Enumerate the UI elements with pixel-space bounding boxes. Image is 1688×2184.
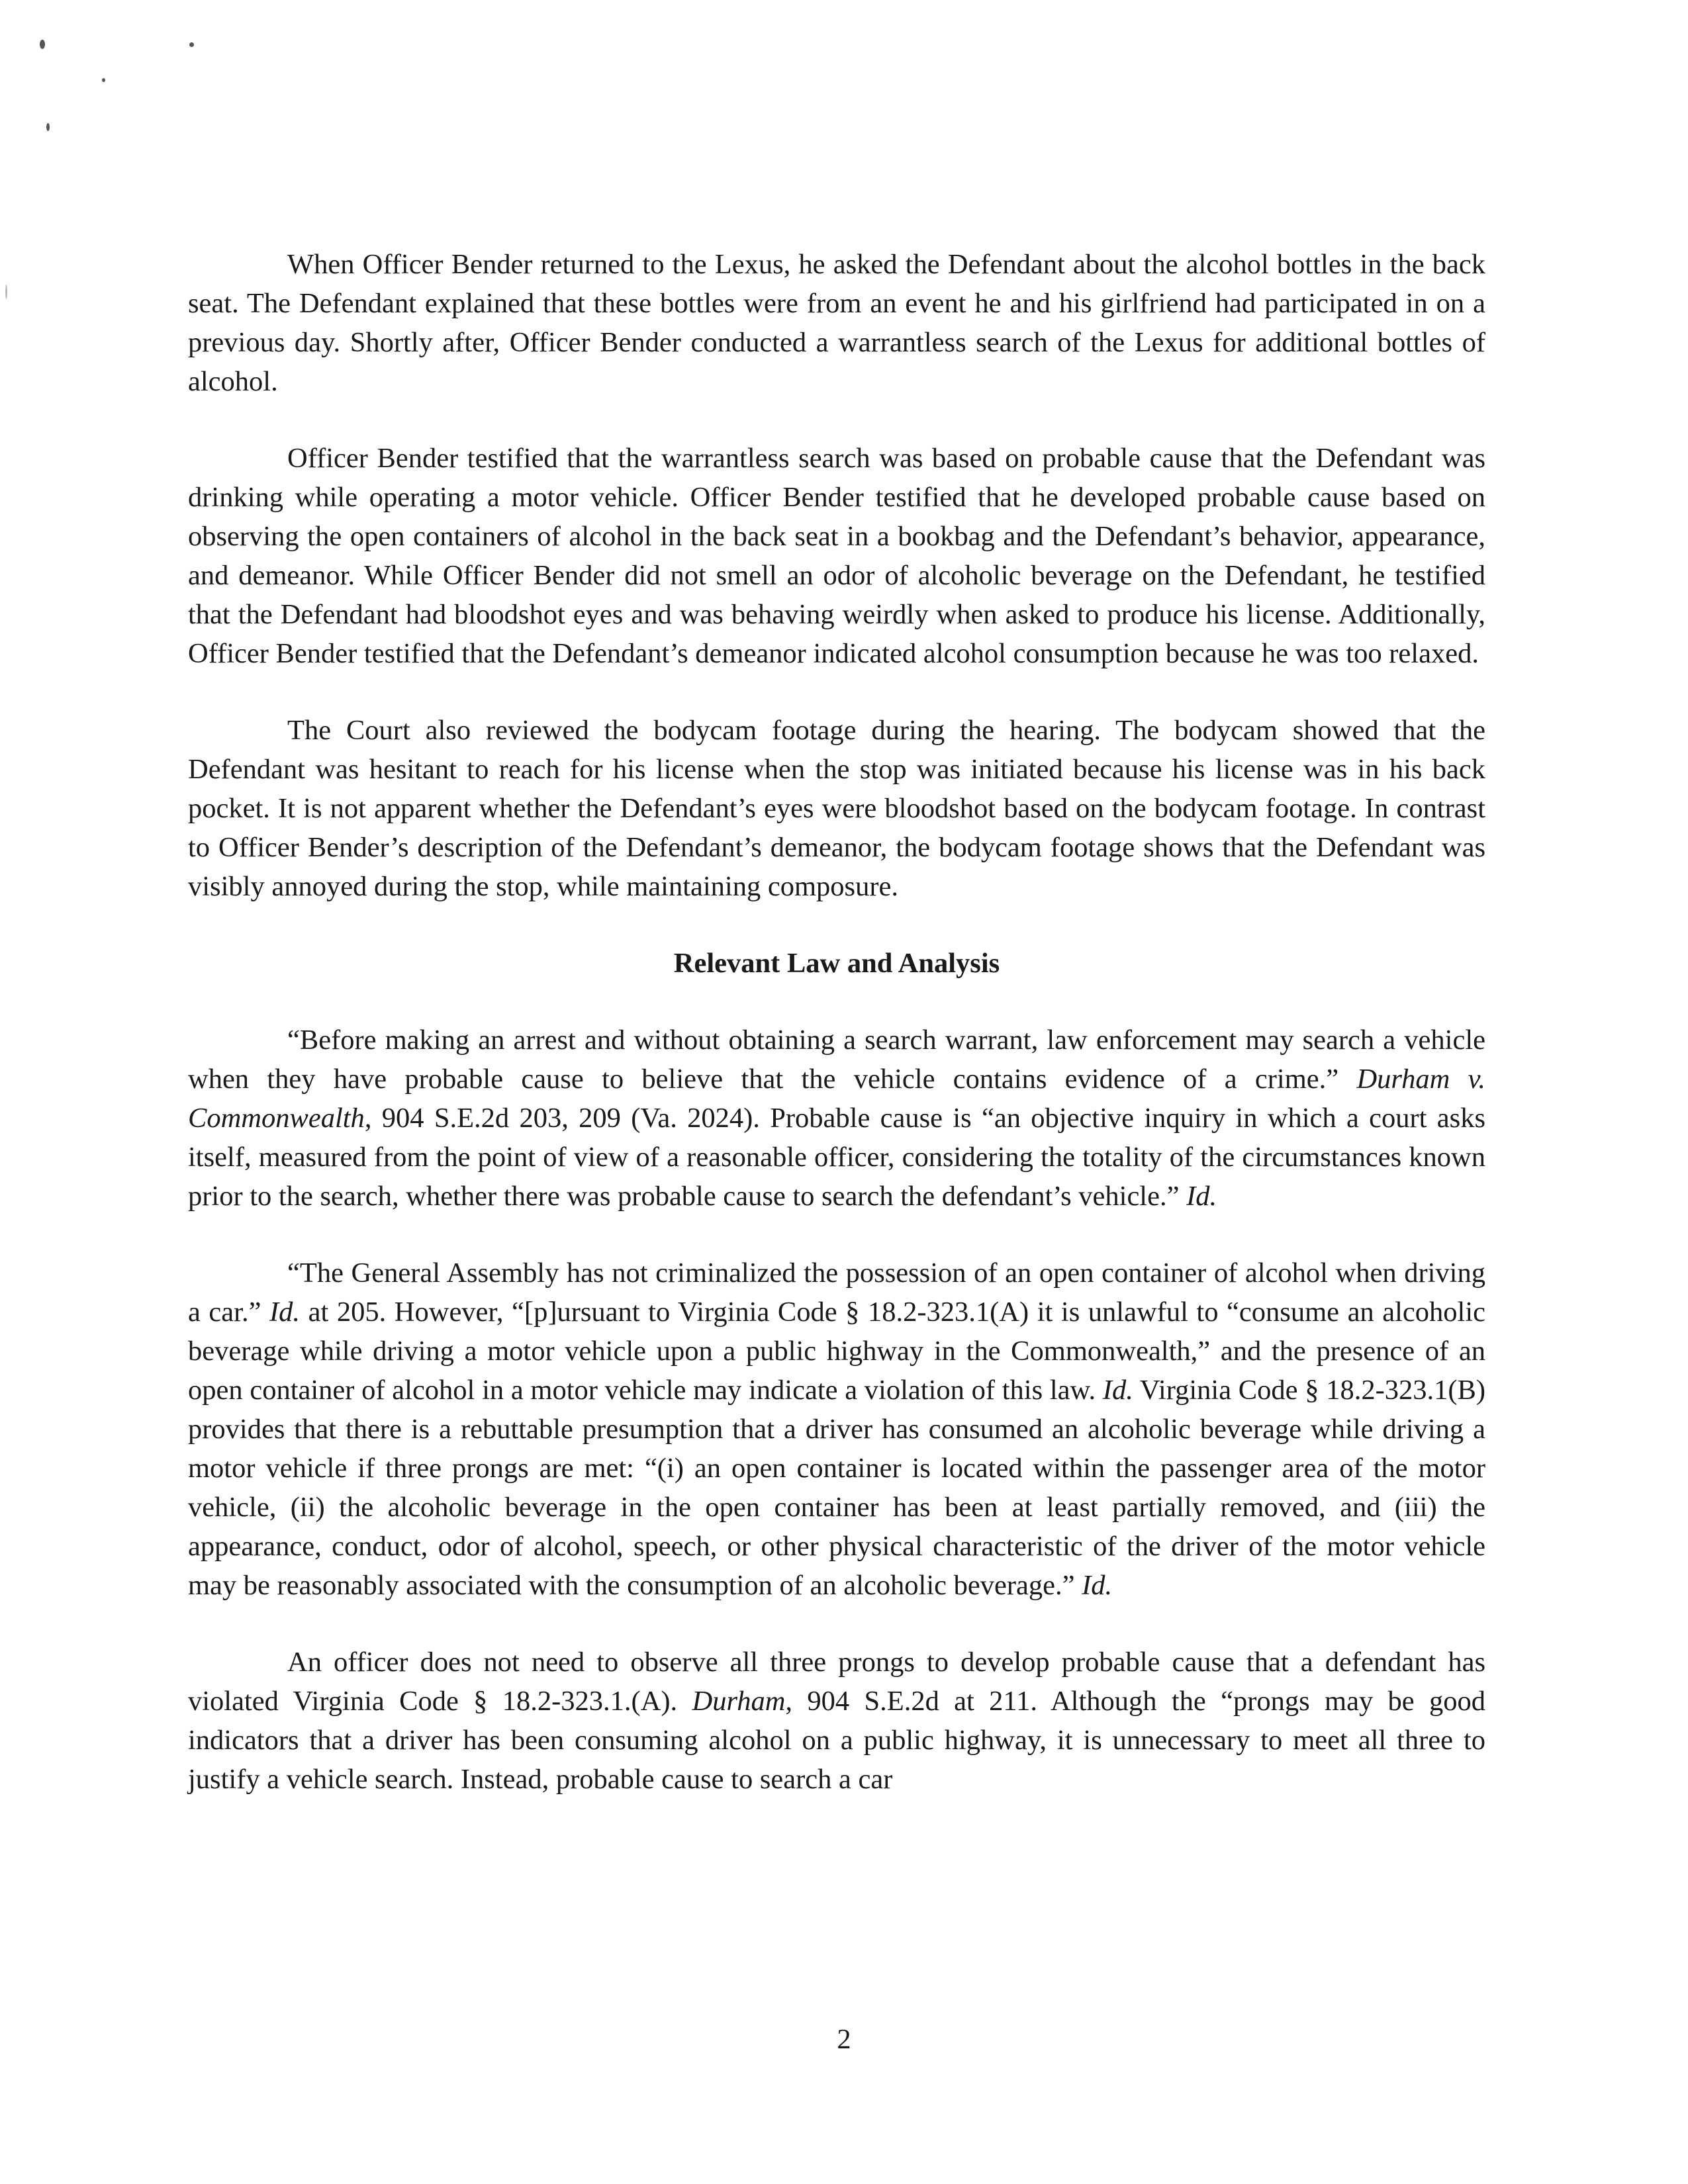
text-run: “Before making an arrest and without obtaining a search warrant, law enforcement may search a vehicle when they have probable cause to believe that the vehicle contains evidence of a crime.” [188, 1024, 1485, 1095]
case-citation: Durham [692, 1686, 786, 1717]
text-run: “The General Assembly has not criminalized the possession of an open container of alcohol when driving a car.” [188, 1257, 1485, 1328]
scan-speck [46, 123, 50, 131]
paragraph-vehicle-search-law [188, 1021, 1485, 1216]
id-citation: Id. [1102, 1375, 1133, 1406]
scan-speck [5, 285, 7, 299]
text-run: at 205. However, “[p]ursuant to Virginia Code § 18.2-323.1(A) it is unlawful to “consume an alcoholic beverage while driving a motor vehicle upon a public highway in the Commonwealth,” and the presence of an open container of alcohol in a motor vehicle may indicate a violation of this law. [188, 1297, 1486, 1406]
id-citation: Id. [1082, 1570, 1113, 1601]
id-citation: Id. [269, 1297, 301, 1328]
id-citation: Id. [1186, 1181, 1217, 1212]
paragraph-lexus-search: When Officer Bender returned to the Lexus, he asked the Defendant about the alcohol bottles in the back seat. The Defendant explained that these bottles were from an event he and his girlfriend had participated in on a previous day. Shortly after, Officer Bender conducted a warrantless search of the Lexus for additional bottles of alcohol. [188, 249, 1485, 397]
scan-speck [102, 78, 105, 82]
paragraph-bodycam-review: The Court also reviewed the bodycam footage during the hearing. The bodycam showed that the Defendant was hesitant to reach for his license when the stop was initiated because his license was in his back pocket. It is not apparent whether the Defendant’s eyes were bloodshot based on the bodycam footage. In contrast to Officer Bender’s description of the Defendant’s demeanor, the bodycam footage shows that the Defendant was visibly annoyed during the stop, while maintaining composure. [188, 715, 1485, 902]
text-run: Virginia Code § 18.2-323.1(B) provides that there is a rebuttable presumption that a driver has consumed an alcoholic beverage while driving a motor vehicle if three prongs are met: “(i) an open container is located within the passenger area of the motor vehicle, (ii) the alcoholic beverage in the open container has been at least partially removed, and (iii) the appearance, conduct, odor of alcohol, speech, or other physical characteristic of the driver of the motor vehicle may be reasonably associated with the consumption of an alcoholic beverage.” [188, 1375, 1486, 1601]
text-run: An officer does not need to observe all three prongs to develop probable cause that a defendant has violated Virginia Code § 18.2-323.1.(A). [188, 1647, 1485, 1717]
text-run: , 904 S.E.2d 203, 209 (Va. 2024). Probable cause is “an objective inquiry in which a court asks itself, measured from the point of view of a reasonable officer, considering the totality of the circumstances known prior to the search, whether there was probable cause to search the defendant’s vehicle.” [188, 1103, 1485, 1212]
document-body [188, 245, 1485, 1837]
text-run: , 904 S.E.2d at 211. Although the “prongs may be good indicators that a driver has been consuming alcohol on a public highway, it is unnecessary to meet all three to justify a vehicle search. Instead, probable cause to search a car [188, 1686, 1485, 1795]
scan-speck [40, 40, 45, 49]
paragraph-probable-cause-testimony: Officer Bender testified that the warrantless search was based on probable cause that the Defendant was drinking while operating a motor vehicle. Officer Bender testified that he developed probable cause based on observing the open containers of alcohol in the back seat in a bookbag and the Defendant’s behavior, appearance, and demeanor. While Officer Bender did not smell an odor of alcoholic beverage on the Defendant, he testified that the Defendant had bloodshot eyes and was behaving weirdly when asked to produce his license. Additionally, Officer Bender testified that the Defendant’s demeanor indicated alcohol consumption because he was too relaxed. [188, 443, 1485, 669]
scan-speck [189, 42, 194, 47]
page-number: 2 [837, 2024, 851, 2055]
section-heading: Relevant Law and Analysis [673, 948, 1000, 979]
case-citation: Durham v. Commonwealth [188, 1064, 1485, 1134]
paragraph-open-container-law [188, 1253, 1485, 1605]
paragraph-three-prongs [188, 1643, 1485, 1799]
